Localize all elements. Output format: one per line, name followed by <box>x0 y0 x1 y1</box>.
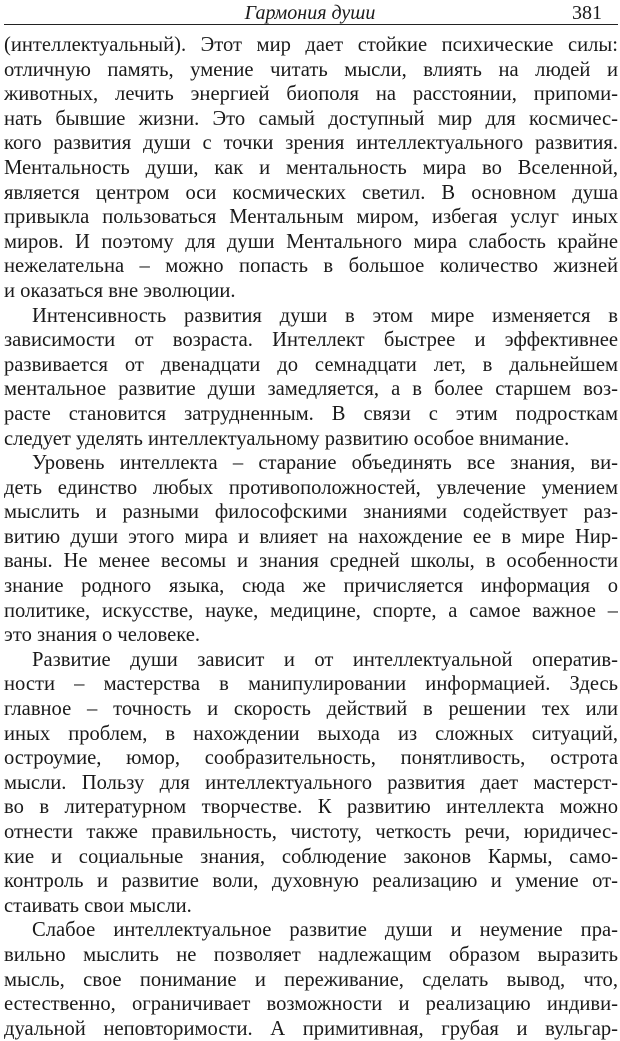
text-line: миров. И поэтому для души Ментального мира слабость крайне <box>4 230 618 253</box>
text-line: стаивать свои мысли. <box>4 894 192 917</box>
text-line: животных, лечить энергией биополя на расстоянии, припоми- <box>4 83 618 106</box>
text-line: отличную память, умение читать мысли, влиять на людей и <box>4 58 618 81</box>
text-line: Ментальность души, как и ментальность мира во Вселенной, <box>4 156 618 179</box>
text-line: вильно мыслить не позволяет надлежащим образом выразить <box>4 943 618 966</box>
text-line: Интенсивность развития души в этом мире изменяется в <box>32 304 618 327</box>
text-line: зависимости от возраста. Интеллект быстрее и эффективнее <box>4 329 618 352</box>
text-line: и оказаться вне эволюции. <box>4 279 236 302</box>
text-line: Уровень интеллекта – старание объединять все знания, ви- <box>32 452 618 475</box>
text-line: естественно, ограничивает возможности и реализацию индиви- <box>4 993 618 1016</box>
text-line: во в литературном творчестве. К развитию интеллекта можно <box>4 796 618 819</box>
text-line: ваны. Не менее весомы и знания средней школы, в особенности <box>4 550 618 573</box>
text-line: расте становится затрудненным. В связи с этим подросткам <box>4 402 618 425</box>
text-line: ментальное развитие души замедляется, а в более старшем воз- <box>4 378 618 401</box>
text-line: нать бывшие жизни. Это самый доступный мир для космичес- <box>4 107 618 130</box>
running-head <box>0 0 620 30</box>
text-line: отнести также правильность, чистоту, четкость речи, юридичес- <box>4 821 618 843</box>
paragraph <box>4 304 618 452</box>
text-line: привыкла пользоваться Ментальным миром, избегая услуг иных <box>4 206 618 229</box>
text-line: контроль и развитие воли, духовную реализацию и умение от- <box>4 870 618 893</box>
paragraph <box>4 451 618 648</box>
paragraph <box>4 918 618 1041</box>
text-line: это знания о человеке. <box>4 624 201 647</box>
text-line: нежелательна – можно попасть в большое количество жизней <box>4 255 618 278</box>
page-number: 381 <box>572 2 602 24</box>
text-line: деть единство любых противоположностей, увлечение умением <box>4 476 618 499</box>
text-line: следует уделять интеллектуальному развитию особое внимание. <box>4 427 570 450</box>
text-line: (интеллектуальный). Этот мир дает стойкие психические силы: <box>4 34 618 56</box>
text-line: иных проблем, в нахождении выхода из сложных ситуаций, <box>4 722 618 745</box>
text-line: Слабое интеллектуальное развитие души и неумение пра- <box>32 919 618 942</box>
text-line: является центром оси космических светил. В основном душа <box>4 181 618 204</box>
text-line: кого развития души с точки зрения интеллектуального развития. <box>4 132 618 155</box>
text-line: ности – мастерства в манипулировании информацией. Здесь <box>4 673 618 696</box>
text-line: кие и социальные знания, соблюдение законов Кармы, само- <box>4 845 618 868</box>
text-line: мысли. Пользу для интеллектуального развития дает мастерст- <box>4 771 618 794</box>
text-line: дуальной неповторимости. А примитивная, грубая и вульгар- <box>4 1017 618 1040</box>
text-line: витию души этого мира и влияет на нахождение ее в мире Нир- <box>4 525 618 548</box>
text-line: мыслить и разными философскими знаниями содействует раз- <box>4 501 618 524</box>
paragraph <box>4 33 618 304</box>
text-line: знание родного языка, сюда же причисляется информация о <box>4 575 618 598</box>
paragraph <box>4 648 618 919</box>
header-rule <box>4 24 618 25</box>
text-line: главное – точность и скорость действий в решении тех или <box>4 698 618 721</box>
text-line: мысль, свое понимание и переживание, сделать вывод, что, <box>4 968 618 991</box>
running-title: Гармония души <box>244 2 376 24</box>
body-text <box>4 33 618 1041</box>
text-line: Развитие души зависит и от интеллектуальной оператив- <box>32 648 618 671</box>
text-line: остроумие, юмор, сообразительность, понятливость, острота <box>4 747 618 770</box>
text-line: развивается от двенадцати до семнадцати лет, в дальнейшем <box>4 353 618 376</box>
text-line: политике, искусстве, науке, медицине, спорте, а самое важное – <box>4 599 618 622</box>
